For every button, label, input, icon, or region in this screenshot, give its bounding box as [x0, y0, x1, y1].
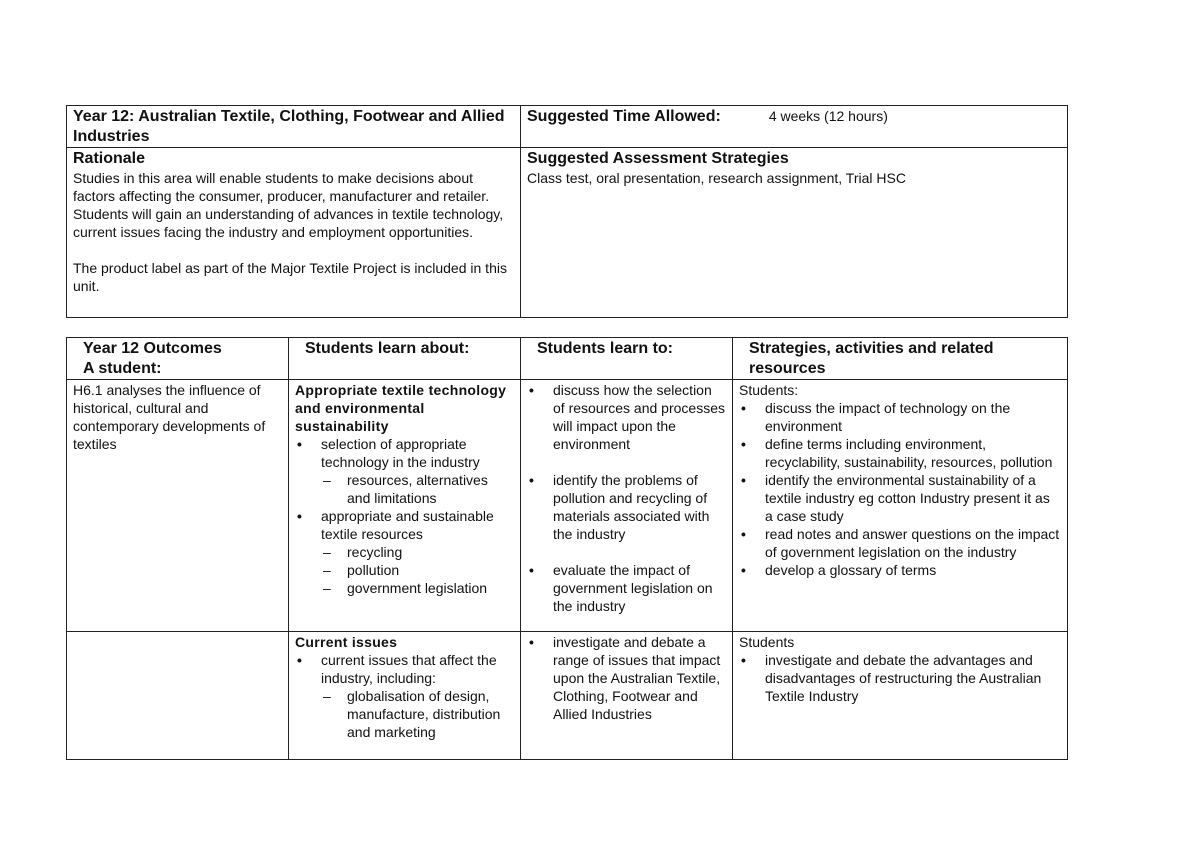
list-item: • investigate and debate a range of issues that impact upon the Australian Textile, Clothing, Footwear and Allied Industries: [527, 633, 726, 723]
list-item: • identify the environmental sustainability of a textile industry eg cotton Industry present it as a case study: [739, 471, 1061, 525]
strategies-list: [739, 651, 1061, 705]
learn-about-header-cell: [289, 338, 521, 380]
time-allowed-cell: [521, 106, 1068, 148]
strategies-list: [739, 399, 1061, 579]
outcome-cell: [67, 380, 289, 632]
list-item: • identify the problems of pollution and recycling of materials associated with the industry: [527, 471, 726, 543]
list-item: • investigate and debate the advantages and disadvantages of restructuring the Australian Textile Industry: [739, 651, 1061, 705]
learn-about-header: Students learn about:: [305, 340, 470, 357]
learn-about-cell: [289, 632, 521, 760]
learn-to-list: [527, 381, 726, 615]
section-heading: Appropriate textile technology and environmental sustainability: [295, 382, 507, 434]
list-item: • current issues that affect the industry, including:: [295, 651, 514, 687]
list-item: • define terms including environment, recyclability, sustainability, resources, pollution: [739, 435, 1061, 471]
learn-about-list: [295, 651, 514, 741]
outcomes-header-line1: Year 12 Outcomes: [83, 340, 222, 357]
list-item: • appropriate and sustainable textile resources: [295, 507, 514, 543]
learn-to-header: Students learn to:: [537, 340, 674, 357]
table-row: [67, 632, 1068, 760]
strategies-lead: Students:: [739, 382, 799, 398]
time-allowed-label: Suggested Time Allowed:: [527, 108, 721, 125]
list-subitem: – government legislation: [295, 579, 514, 597]
list-subitem: – recycling: [295, 543, 514, 561]
section-heading: Current issues: [295, 634, 398, 650]
rationale-heading: Rationale: [73, 150, 146, 167]
assessment-heading: Suggested Assessment Strategies: [527, 150, 789, 167]
list-item: • read notes and answer questions on the impact of government legislation on the industry: [739, 525, 1061, 561]
outcome-cell: [67, 632, 289, 760]
unit-header-table: [66, 105, 1068, 318]
learn-about-cell: [289, 380, 521, 632]
assessment-text: Class test, oral presentation, research assignment, Trial HSC: [527, 170, 906, 186]
list-item: • develop a glossary of terms: [739, 561, 1061, 579]
assessment-cell: [521, 148, 1068, 318]
list-item: • evaluate the impact of government legislation on the industry: [527, 561, 726, 615]
strategies-cell: [733, 380, 1068, 632]
learn-to-header-cell: [521, 338, 733, 380]
list-subitem: – resources, alternatives and limitations: [295, 471, 514, 507]
spacer: [73, 241, 514, 259]
rationale-paragraph-2: The product label as part of the Major Textile Project is included in this unit.: [73, 260, 507, 294]
rationale-cell: [67, 148, 521, 318]
rationale-paragraph-1: Studies in this area will enable students to make decisions about factors affecting the consumer, producer, manufacturer and retailer. Students will gain an understanding of advances in textile technology, current issues facing the industry and employment opportunities.: [73, 170, 504, 240]
strategies-lead: Students: [739, 634, 795, 650]
strategies-header: Strategies, activities and related resources: [749, 340, 994, 377]
outcomes-header-row: [67, 338, 1068, 380]
outcome-text: H6.1 analyses the influence of historical, cultural and contemporary developments of textiles: [73, 382, 266, 452]
strategies-header-cell: [733, 338, 1068, 380]
time-allowed-value: 4 weeks (12 hours): [768, 108, 888, 124]
strategies-cell: [733, 632, 1068, 760]
list-subitem: – pollution: [295, 561, 514, 579]
outcomes-header-cell: [67, 338, 289, 380]
list-item: • selection of appropriate technology in the industry: [295, 435, 514, 471]
unit-title: Year 12: Australian Textile, Clothing, Footwear and Allied Industries: [73, 108, 505, 145]
list-item: • discuss how the selection of resources and processes will impact upon the environment: [527, 381, 726, 453]
learn-to-cell: [521, 632, 733, 760]
learn-to-list: [527, 633, 726, 723]
table-row: [67, 380, 1068, 632]
learn-to-cell: [521, 380, 733, 632]
unit-title-cell: [67, 106, 521, 148]
outcomes-table: [66, 337, 1068, 760]
list-subitem: – globalisation of design, manufacture, distribution and marketing: [295, 687, 514, 741]
list-item: • discuss the impact of technology on the environment: [739, 399, 1061, 435]
outcomes-header-line2: A student:: [83, 360, 162, 377]
learn-about-list: [295, 435, 514, 597]
